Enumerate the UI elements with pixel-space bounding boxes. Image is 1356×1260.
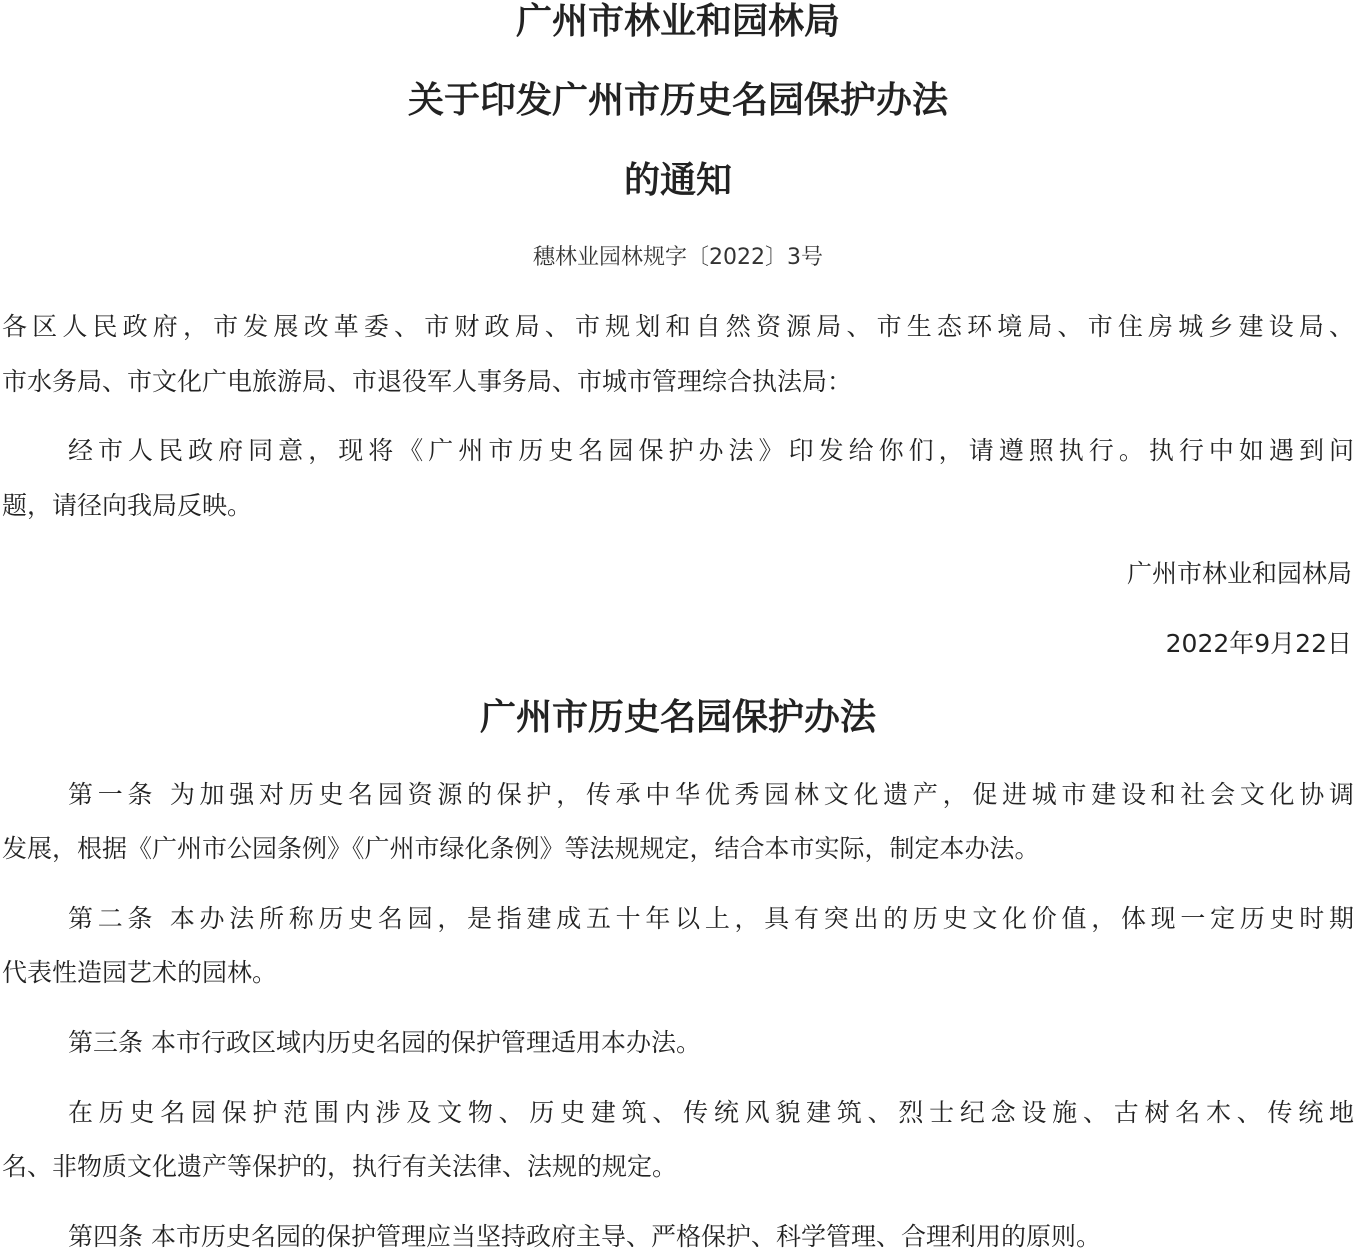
article-1-line-2: 发展，根据《广州市公园条例》《广州市绿化条例》等法规规定，结合本市实际，制定本办法。 [2,834,1040,863]
notice-title-line-1: 广州市林业和园林局 [515,1,840,42]
recipients-line-1: 各区人民政府，市发展改革委、市财政局、市规划和自然资源局、市生态环境局、市住房城乡建设局、 [2,312,1354,341]
article-4-line-1: 第四条 本市历史名园的保护管理应当坚持政府主导、严格保护、科学管理、合理利用的原则。 [68,1222,1101,1251]
notice-title-line-2: 关于印发广州市历史名园保护办法 [407,80,948,121]
document-number: 穗林业园林规字〔2022〕3号 [533,245,823,270]
issuer-signature: 广州市林业和园林局 [1126,559,1352,588]
issue-date: 2022年9月22日 [1165,629,1352,658]
recipients-line-2: 市水务局、市文化广电旅游局、市退役军人事务局、市城市管理综合执法局： [2,367,853,396]
article-2-line-2: 代表性造园艺术的园林。 [2,958,278,987]
notice-body-line-2: 题，请径向我局反映。 [2,491,253,520]
article-3-paragraph-2-line-1: 在历史名园保护范围内涉及文物、历史建筑、传统风貌建筑、烈士纪念设施、古树名木、传统地 [68,1098,1354,1127]
regulation-title: 广州市历史名园保护办法 [479,697,876,738]
notice-title-line-3: 的通知 [623,160,732,201]
notice-body-line-1: 经市人民政府同意，现将《广州市历史名园保护办法》印发给你们，请遵照执行。执行中如遇到问 [68,436,1354,465]
article-1-line-1: 第一条 为加强对历史名园资源的保护，传承中华优秀园林文化遗产，促进城市建设和社会文化协调 [68,780,1354,809]
article-2-line-1: 第二条 本办法所称历史名园，是指建成五十年以上，具有突出的历史文化价值，体现一定历史时期 [68,904,1354,933]
article-3-paragraph-2-line-2: 名、非物质文化遗产等保护的，执行有关法律、法规的规定。 [2,1152,678,1181]
article-3-line-1: 第三条 本市行政区域内历史名园的保护管理适用本办法。 [68,1028,701,1057]
